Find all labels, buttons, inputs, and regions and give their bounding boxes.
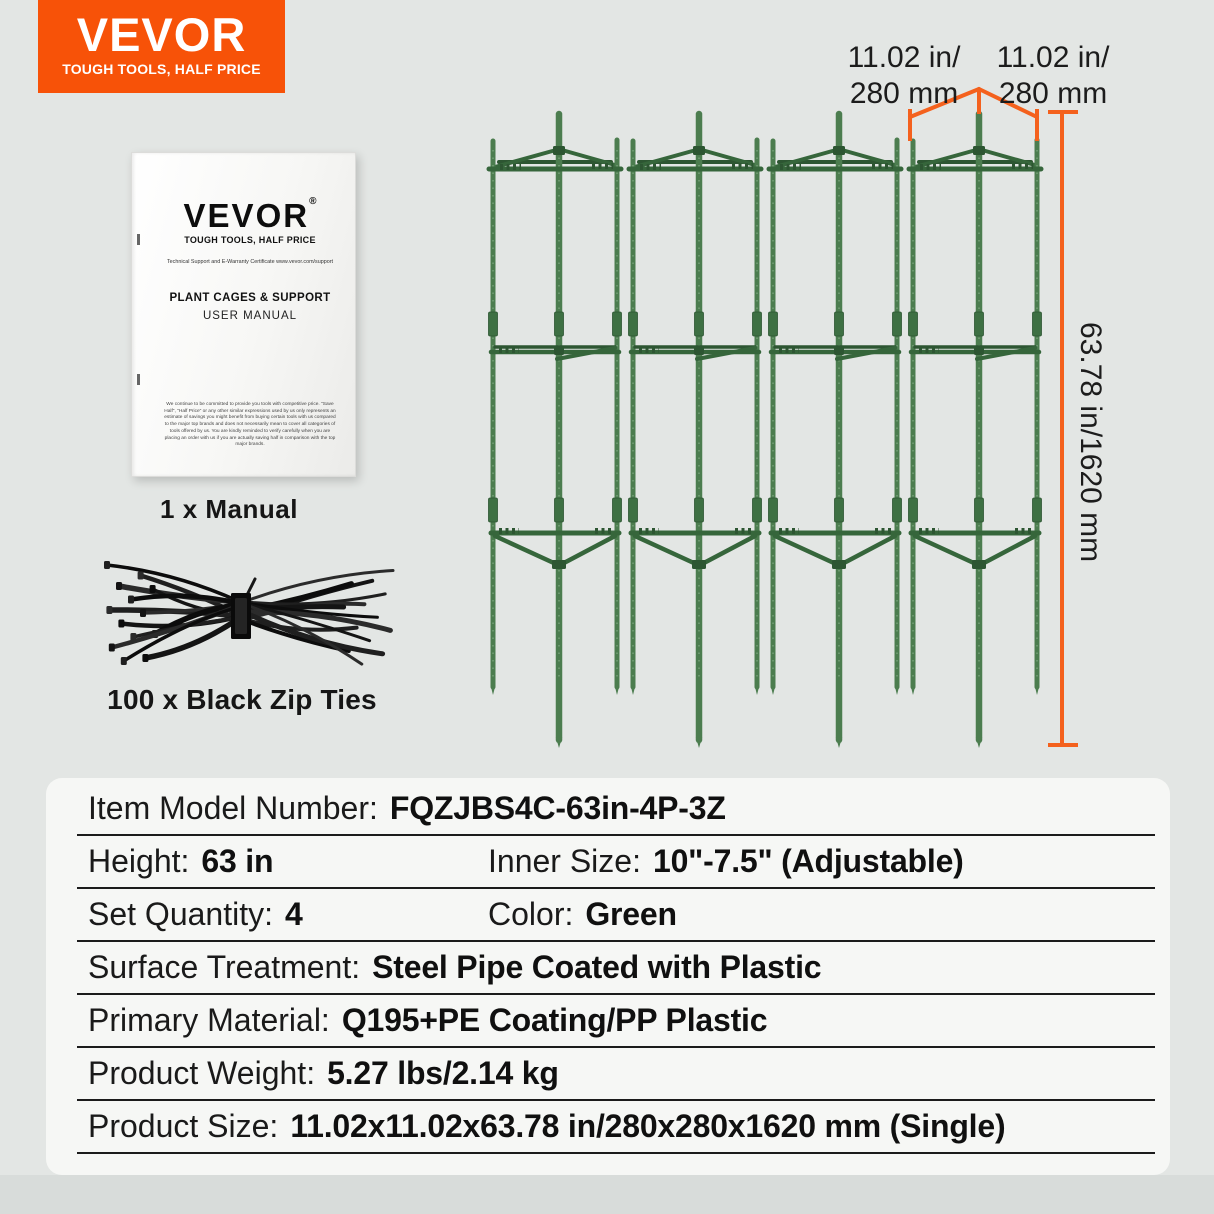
spec-value: Green: [585, 896, 677, 932]
spec-label: Item Model Number:: [88, 790, 378, 826]
manual-staple-icon: [137, 374, 140, 385]
spec-cell: [88, 790, 726, 827]
spec-rows: [77, 778, 1155, 1154]
spec-cell: [88, 1108, 1005, 1145]
spec-table: [46, 778, 1170, 1175]
spec-row: [77, 1101, 1155, 1154]
plant-cages-illustration: [440, 75, 1090, 765]
manual-support-line: Technical Support and E-Warranty Certificate www.vevor.com/support: [166, 259, 334, 265]
spec-label: Surface Treatment:: [88, 949, 361, 985]
spec-value: 4: [284, 896, 303, 932]
manual-tagline: TOUGH TOOLS, HALF PRICE: [184, 235, 316, 245]
spec-label: Product Size:: [88, 1108, 279, 1144]
spec-row: [77, 942, 1155, 995]
manual-title: PLANT CAGES & SUPPORT: [169, 292, 331, 304]
spec-value: 63 in: [201, 843, 274, 879]
spec-label: Product Weight:: [88, 1055, 316, 1091]
spec-cell: [488, 843, 964, 880]
spec-label: Primary Material:: [88, 1002, 330, 1038]
registered-mark-icon: ®: [309, 196, 317, 207]
width-dimension-label-2: 11.02 in/ 280 mm: [996, 41, 1110, 110]
spec-label: Set Quantity:: [88, 896, 273, 932]
manual-cover: [150, 196, 350, 449]
spec-value: Steel Pipe Coated with Plastic: [372, 949, 822, 985]
vevor-logo-tagline: TOUGH TOOLS, HALF PRICE: [62, 61, 261, 77]
spec-cell: [88, 843, 488, 880]
vevor-logo: [38, 0, 285, 93]
zip-ties-caption: 100 x Black Zip Ties: [107, 684, 377, 715]
bottom-strip: [0, 1175, 1214, 1214]
manual-brand: VEVOR®: [183, 196, 317, 234]
spec-cell: [88, 1002, 767, 1039]
user-manual: [131, 152, 356, 477]
spec-row: [77, 995, 1155, 1048]
manual-caption: 1 x Manual: [160, 494, 298, 524]
spec-cell: [88, 1055, 559, 1092]
spec-row: [77, 836, 1155, 889]
spec-cell: [488, 896, 677, 933]
spec-row: [77, 1048, 1155, 1101]
width-dimension-label-1: 11.02 in/ 280 mm: [847, 41, 961, 110]
spec-value: 5.27 lbs/2.14 kg: [327, 1055, 559, 1091]
spec-row: [77, 889, 1155, 942]
spec-cell: [88, 896, 488, 933]
spec-label: Color:: [488, 896, 574, 932]
spec-row: [77, 783, 1155, 836]
spec-value: Q195+PE Coating/PP Plastic: [341, 1002, 768, 1038]
spec-cell: [88, 949, 821, 986]
spec-label: Height:: [88, 843, 190, 879]
manual-subtitle: USER MANUAL: [202, 310, 298, 322]
spec-value: FQZJBS4C-63in-4P-3Z: [389, 790, 726, 826]
spec-value: 10"-7.5" (Adjustable): [652, 843, 964, 879]
manual-disclaimer: We continue to be committed to provide you tools with competitive price. "Save Half", "Half Price" or any other similar expressions used by us only represents an estimate of savings you might benefit from buying certain tools with us compared to the major top brands and does not necessarily mean to cover all categories of tools offered by us. You are kindly reminded to verify carefully when you are placing an order with us if you are actually saving half in comparison with the top major brands.: [164, 402, 336, 448]
zip-ties-bundle: [95, 553, 405, 688]
spec-value: 11.02x11.02x63.78 in/280x280x1620 mm (Single): [290, 1108, 1006, 1144]
height-dimension-label: 63.78 in/1620 mm: [1074, 322, 1107, 563]
spec-label: Inner Size:: [488, 843, 641, 879]
vevor-logo-text: VEVOR: [76, 8, 247, 61]
manual-staple-icon: [137, 234, 140, 245]
